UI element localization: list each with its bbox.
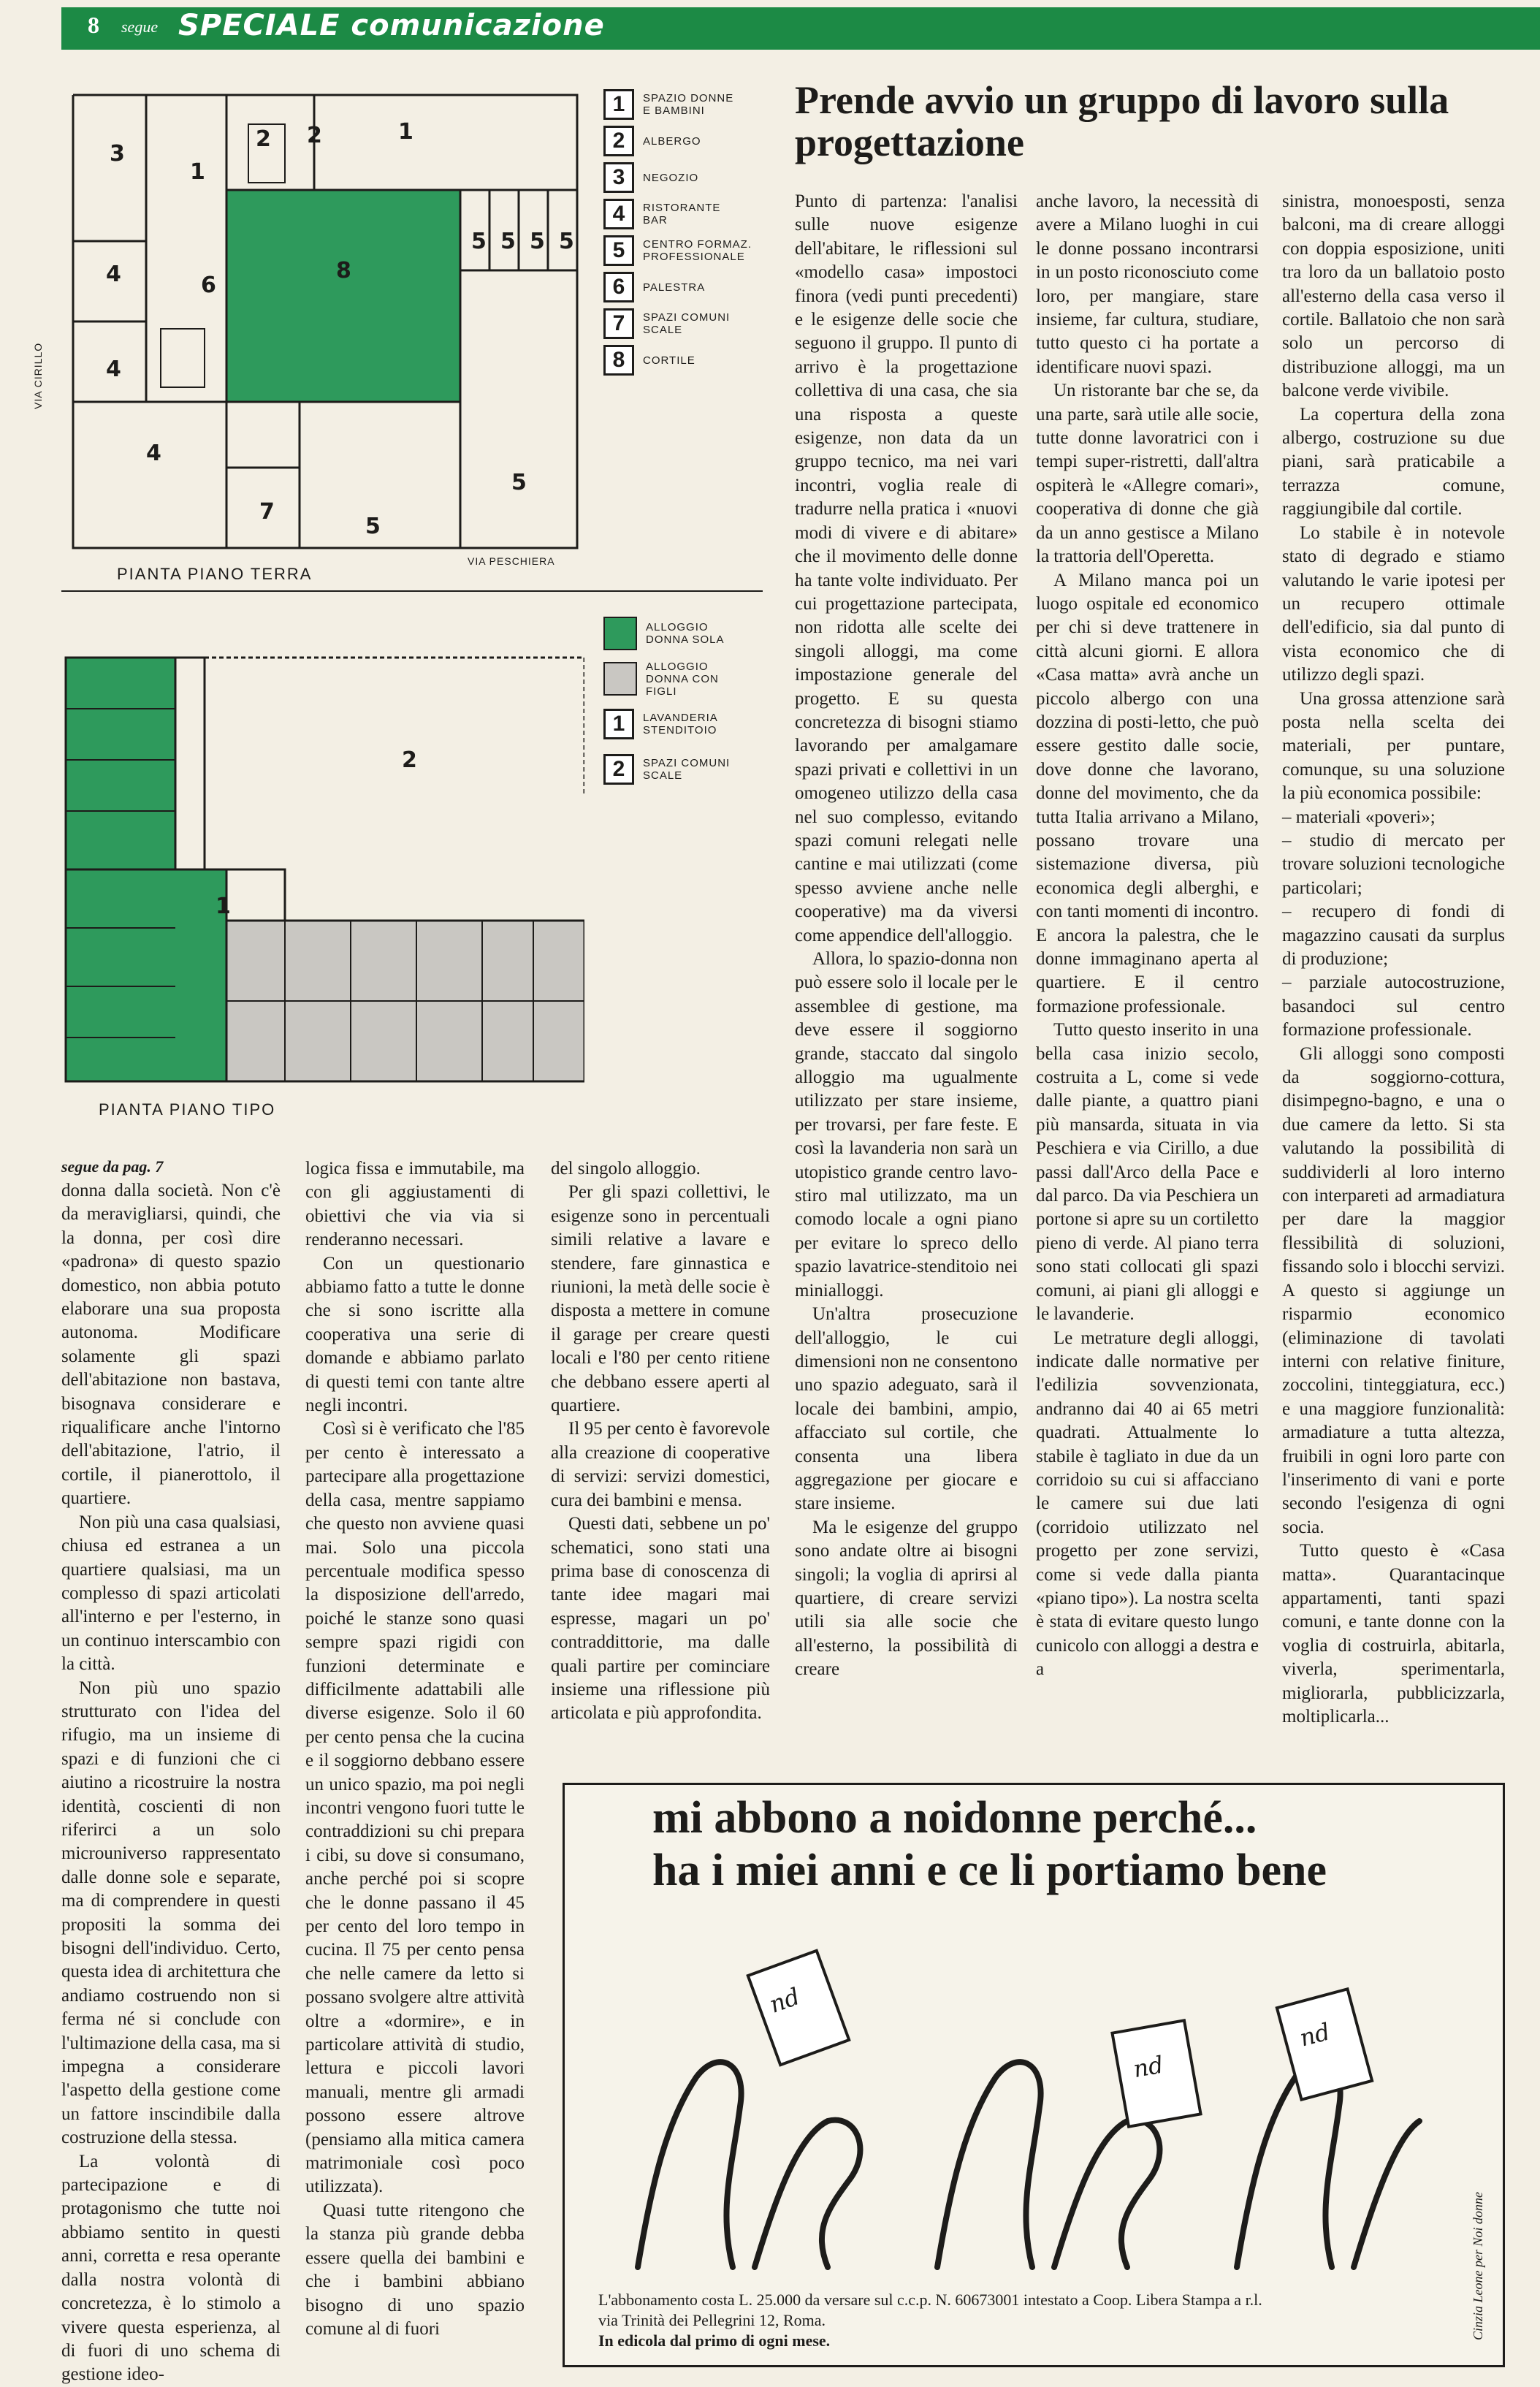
legend-label: NEGOZIO (643, 171, 699, 184)
paragraph: Per gli spazi collettivi, le esigenze sono in percentuali simili relative a lavare e stendere, fare ginnastica e riunioni, la metà delle socie è disposta a mettere in comune il garage per creare questi locali e l'80 per cento ritiene che debbano essere aperti al quartiere. (551, 1182, 770, 1416)
room-number: 1 (190, 159, 205, 185)
paragraph: Tutto questo inserito in una bella casa inizio secolo, costruita a L, come si vede dalle piante, a quattro piani più mansarda, situata in via Peschiera e via Cirillo, a due passi dall'Arco della Pace e dal parco. Da via Peschiera un portone si apre su un cortiletto pieno di verde. Al piano terra sono stati collocati gli spazi comuni, ai piani gli alloggi e le lavanderie. (1036, 1020, 1259, 1325)
ground-plan-caption: PIANTA PIANO TERRA (117, 565, 313, 583)
legend-number: 8 (603, 345, 634, 376)
paragraph: Tutto questo è «Casa matta». Quarantacinque appartamenti, tanti spazi comuni, e tante donne con la voglia di costruirla, abitarla, viverla, sperimentarla, migliorarla, pubblicizzarla, moltiplicarla... (1282, 1541, 1505, 1727)
legend-item (603, 611, 757, 656)
legend-item (603, 123, 757, 159)
advertisement (563, 1783, 1505, 2367)
magazine-mark: nd (1296, 2017, 1333, 2052)
legend-item (603, 656, 757, 701)
room-number: 5 (511, 470, 527, 495)
legend-label: ALLOGGIO DONNA SOLA (646, 621, 725, 646)
legend-top (603, 86, 757, 378)
paragraph: Così si è verificato che l'85 per cento è interessato a partecipare alla progettazione della casa, mentre sappiamo che questo non avviene quasi mai. Solo una piccola percentuale modifica spesso la disposizione dell'arredo, poiché le stanze sono quasi sempre spazi rigidi con funzioni determinate e difficilmente adattabili alle diverse esigenze. Solo il 60 per cento pensa che la cucina e il soggiorno debbano essere un unico spazio, ma poi negli incontri vengono fuori tutte le contraddizioni su chi prepara i cibi, su dove si consumano, anche perché poi si scopre che le donne passano il 45 per cento del loro tempo in cucina. Il 75 per cento pensa che nelle camere da letto si possano svolgere altre attività oltre a «dormire», e in particolare attività di studio, lettura e piccoli lavori manuali, mentre gli armadi possono essere altrove (pensiamo alla mitica camera matrimoniale così poco utilizzata). (305, 1419, 525, 2197)
typical-floor-plan (58, 650, 584, 1089)
paragraph: Un'altra prosecuzione dell'alloggio, le cui dimensioni non ne consentono uno spazio adeguato, sarà il locale dei bambini, ampio, affacciato sul cortile, che consenta una libera aggregazione per giocare e stare insieme. (795, 1304, 1018, 1514)
magazine-mark: nd (1131, 2050, 1166, 2084)
paragraph: – recupero di fondi di magazzino causati da surplus di produzione; (1282, 902, 1505, 969)
legend-label: SPAZIO DONNE E BAMBINI (643, 92, 734, 117)
continuation-column-1 (61, 1179, 281, 2387)
room-number: 8 (336, 258, 351, 283)
divider (61, 590, 763, 592)
legend-number: 4 (603, 199, 634, 229)
paragraph: A Milano manca poi un luogo ospitale ed economico per chi si deve trattenere in città alcuni giorni. E allora «Casa matta» avrà anche un piccolo albergo con una dozzina di posti-letto, che può essere gestito dalle socie, dove donne che lavorano, donne del movimento, che da tutta Italia arrivano a Milano, possano trovare una sistemazione diversa, più economica degli alberghi, e con tanti momenti di incontro. E ancora la palestra, che le donne immaginano aperta al quartiere. E il centro formazione professionale. (1036, 570, 1259, 1016)
legend-item (603, 196, 757, 232)
ad-footer-2: via Trinità dei Pellegrini 12, Roma. (598, 2311, 826, 2329)
paragraph: Lo stabile è in notevole stato di degrado e stiamo valutando le varie ipotesi per un recupero ottimale dell'edificio, sia dal punto di vista economico che di utilizzo degli spazi. (1282, 522, 1505, 685)
paragraph: del singolo alloggio. (551, 1159, 701, 1179)
legend-number: 6 (603, 272, 634, 302)
legend-item (603, 342, 757, 378)
room-number: 2 (402, 747, 417, 773)
legend-label: ALLOGGIO DONNA CON FIGLI (646, 660, 719, 698)
paragraph: – studio di mercato per trovare soluzioni tecnologiche particolari; (1282, 830, 1505, 898)
ad-footer-1: L'abbonamento costa L. 25.000 da versare sul c.c.p. N. 60673001 intestato a Coop. Libera Stampa a r.l. (598, 2291, 1262, 2309)
continuation-column-3 (551, 1157, 770, 1726)
room-number: 5 (559, 229, 574, 254)
paragraph: – parziale autocostruzione, basandoci sul centro formazione professionale. (1282, 972, 1505, 1040)
ad-credit: Cinzia Leone per Noi donne (1471, 2192, 1485, 2340)
legend-item (603, 232, 757, 269)
article-column-2 (1036, 190, 1259, 1682)
legend-number: 5 (603, 235, 634, 266)
paragraph: anche lavoro, la necessità di avere a Milano luoghi in cui le donne possano incontrarsi in un posto riconosciuto come loro, per mangiare, stare insieme, far cultura, studiare, tutto questo ci ha portate a identificare nuovi spazi. (1036, 191, 1259, 377)
legend-item (603, 269, 757, 305)
paragraph: Punto di partenza: l'analisi sulle nuove esigenze dell'abitare, le riflessioni sul «modello casa» impostoci finora (vedi punti precedenti) e le esigenze delle socie che seguono il gruppo. Il punto di arrivo è la progettazione collettiva di una casa, che sia una risposta a queste esigenze, non data da un gruppo tecnico, ma nei vari incontri, voglia reale di tradurre nella pratica i «nuovi modi di vivere e di abitare» che il movimento delle donne ha tante volte individuato. Per cui progettazione partecipata, non ridotta alle scelte dei singoli alloggi, ma come impostazione generale del progetto. E su questa concretezza di bisogni stiamo lavorando per amalgamare spazi privati e collettivi in un omogeneo utilizzo della casa nel suo complesso, evitando spazi comuni relegati nelle cantine e mai utilizzati (come spesso avviene anche nelle cooperative) ma da viversi come appendice dell'alloggio. (795, 191, 1018, 945)
green-swatch (603, 617, 637, 650)
legend-label: SPAZI COMUNI SCALE (643, 757, 731, 782)
room-number: 5 (365, 514, 381, 539)
legend-item (603, 86, 757, 123)
room-number: 3 (110, 141, 125, 167)
legend-item (603, 701, 757, 747)
legend-label: LAVANDERIA STENDITOIO (643, 712, 717, 736)
paragraph: Ma le esigenze del gruppo sono andate oltre ai bisogni singoli; la voglia di aprirsi al quartiere, di creare servizi utili sia alle socie che all'esterno, la possibilità di creare (795, 1517, 1018, 1680)
legend-item (603, 747, 757, 792)
header-segue: segue (121, 18, 159, 36)
paragraph: Con un questionario abbiamo fatto a tutte le donne che si sono iscritte alla cooperativa una serie di domande e abbiamo parlato di questi temi con tante altre negli incontri. (305, 1253, 525, 1416)
paragraph: Non più una casa qualsiasi, chiusa ed estranea a un quartiere qualsiasi, ma un complesso di spazi articolati all'interno e per l'esterno, in un continuo interscambio con la città. (61, 1512, 281, 1675)
paragraph: La copertura della zona albergo, costruzione su due piani, sarà praticabile a terrazza comune, raggiungibile dal cortile. (1282, 404, 1505, 519)
room-number: 4 (106, 262, 121, 287)
paragraph: – materiali «poveri»; (1282, 807, 1436, 827)
room-number: 6 (201, 273, 216, 298)
legend-number: 7 (603, 308, 634, 339)
article-column-3 (1282, 190, 1505, 1729)
room-number: 1 (398, 119, 413, 145)
ad-footer-3: In edicola dal primo di ogni mese. (598, 2331, 831, 2350)
room-number: 7 (259, 499, 275, 525)
legend-number: 2 (603, 754, 634, 785)
typical-plan-caption: PIANTA PIANO TIPO (99, 1100, 276, 1119)
legend-number: 1 (603, 89, 634, 120)
room-number: 4 (146, 441, 161, 466)
paragraph: Allora, lo spazio-donna non può essere solo il locale per le assemblee di gestione, ma deve essere il soggiorno grande, staccato dal singolo alloggio ma ugualmente utilizzato per stare insieme, per trovarsi, per fare feste. E così la lavanderia non sarà un utopistico grande centro lavo-stiro mal utilizzato, ma un comodo locale a ogni piano per evitare lo spreco dello spazio lavatrice-stenditoio nei minialloggi. (795, 949, 1018, 1301)
paragraph: Una grossa attenzione sarà posta nella scelta dei materiali, per puntare, comunque, su una soluzione la più economica possibile: (1282, 688, 1505, 804)
paragraph: Un ristorante bar che se, da una parte, sarà utile alle socie, tutte donne lavoratrici con i tempi super-ristretti, dall'altra ospiterà le «Allegre comari», cooperativa di donne che già da un anno gestisce a Milano la trattoria dell'Operetta. (1036, 381, 1259, 567)
paragraph: Questi dati, sebbene un po' schematici, sono stati una prima base di conoscenza di tante idee magari mai espresse, magari un po' contraddittorie, ma dalle quali partire per cominciare insieme una riflessione più articolata e più approfondita. (551, 1514, 770, 1724)
article-headline: Prende avvio un gruppo di lavoro sulla progettazione (795, 78, 1449, 164)
paragraph: Il 95 per cento è favorevole alla creazione di cooperative di servizi: servizi domestici, cura dei bambini e mensa. (551, 1419, 770, 1510)
legend-label: CORTILE (643, 354, 695, 367)
continuation-column-2 (305, 1157, 525, 2341)
article-column-1 (795, 190, 1018, 1682)
paragraph: Gli alloggi sono composti da soggiorno-cottura, disimpegno-bagno, e una o due camere da letto. Si sta valutando la possibilità di suddividerli al loro interno con interpareti ad armadiatura per dare la maggior flessibilità di soluzioni, fissando solo i blocchi servizi. A questo si aggiunge un risparmio economico (eliminazione di tavolati interni con relative finiture, zoccolini, tinteggiatura, ecc.) e una maggiore funzionalità: armadiature a tutta altezza, fruibili in ogni loro parte con l'inserimento di vani e porte secondo l'esigenza di ogni socia. (1282, 1043, 1505, 1537)
legend-number: 2 (603, 126, 634, 156)
paragraph: Non più uno spazio strutturato con l'idea del rifugio, ma un insieme di spazi e di funzioni che ci aiutino a ricostruire la nostra identità, coscienti di non riferirci a un solo microuniverso rappresentato dalle donne sole e separate, ma di comprendere in questi propositi la somma dei bisogni dell'individuo. Certo, questa idea di architettura che andiamo costruendo non si ferma né si conclude con l'ultimazione della casa, ma si impegna a considerare l'aspetto della gestione come un fattore inscindibile dalla costruzione della stessa. (61, 1678, 281, 2148)
legend-number: 3 (603, 162, 634, 193)
room-number: 2 (256, 126, 271, 152)
legend-item (603, 305, 757, 342)
legend-label: SPAZI COMUNI SCALE (643, 311, 731, 336)
room-number: 1 (216, 894, 231, 919)
paragraph: sinistra, monoesposti, senza balconi, ma di creare alloggi con doppia esposizione, uniti tra loro da un ballatoio posto all'esterno della casa verso il cortile. Ballatoio che non sarà solo un percorso di distribuzione alloggi, ma un balcone verde vivibile. (1282, 191, 1505, 401)
legend-item (603, 159, 757, 196)
ad-illustration (609, 1902, 1434, 2282)
paragraph: La volontà di partecipazione e di protagonismo che tutte noi abbiamo sentito in questi anni, corretta e resa operante dalla nostra volontà di concretezza, è lo stimolo a vivere questa esperienza, al di fuori di uno schema di gestione ideo- (61, 2151, 281, 2385)
legend-number: 1 (603, 709, 634, 739)
paragraph: Quasi tutte ritengono che la stanza più grande debba essere quella dei bambini e che i bambini abbiano bisogno di uno spazio comune al di fuori (305, 2200, 525, 2339)
room-number: 5 (500, 229, 516, 254)
paragraph: Le metrature degli alloggi, indicate dalle normative per l'edilizia sovvenzionata, andranno dai 40 ai 65 metri quadrati. Attualmente lo stabile è tagliato in due da un corridoio su cui si affacciano le camere sui due lati (corridoio utilizzato nel progetto per zone servizi, come si vede dalla pianta «piano tipo»). La nostra scelta è stata di evitare questo lungo cunicolo con alloggi a destra e a (1036, 1328, 1259, 1680)
page-number: 8 (88, 12, 99, 38)
magazine-mark: nd (766, 1982, 804, 2019)
paragraph: logica fissa e immutabile, ma con gli aggiustamenti di obiettivi che via via si renderanno necessari. (305, 1159, 525, 1250)
room-number: 2 (307, 123, 322, 148)
ad-headline-2: ha i miei anni e ce li portiamo bene (652, 1846, 1327, 1895)
legend-label: RISTORANTE BAR (643, 202, 721, 226)
ground-plan-street: VIA PESCHIERA (468, 555, 555, 567)
room-number: 5 (530, 229, 545, 254)
legend-label: PALESTRA (643, 281, 706, 294)
ad-headline-1: mi abbono a noidonne perché... (652, 1793, 1257, 1843)
room-number: 5 (471, 229, 487, 254)
header-title: SPECIALE comunicazione (178, 9, 605, 42)
paragraph: donna dalla società. Non c'è da meravigliarsi, quindi, che la donna, per così dire «padrona» di questo spazio domestico, non abbia potuto elaborare una sua proposta autonoma. Modificare solamente gli spazi dell'abitazione non bastava, bisognava considerare e riqualificare anche l'intorno dell'abitazione, l'atrio, il cortile, il pianerottolo, il quartiere. (61, 1181, 281, 1509)
legend-label: ALBERGO (643, 134, 701, 148)
ground-plan-side-street: VIA CIRILLO (32, 342, 44, 409)
grey-swatch (603, 662, 637, 696)
ground-floor-plan (66, 80, 599, 577)
continuation-label: segue da pag. 7 (61, 1157, 164, 1176)
legend-label: CENTRO FORMAZ. PROFESSIONALE (643, 238, 752, 263)
room-number: 4 (106, 357, 121, 382)
legend-bottom (603, 611, 757, 792)
